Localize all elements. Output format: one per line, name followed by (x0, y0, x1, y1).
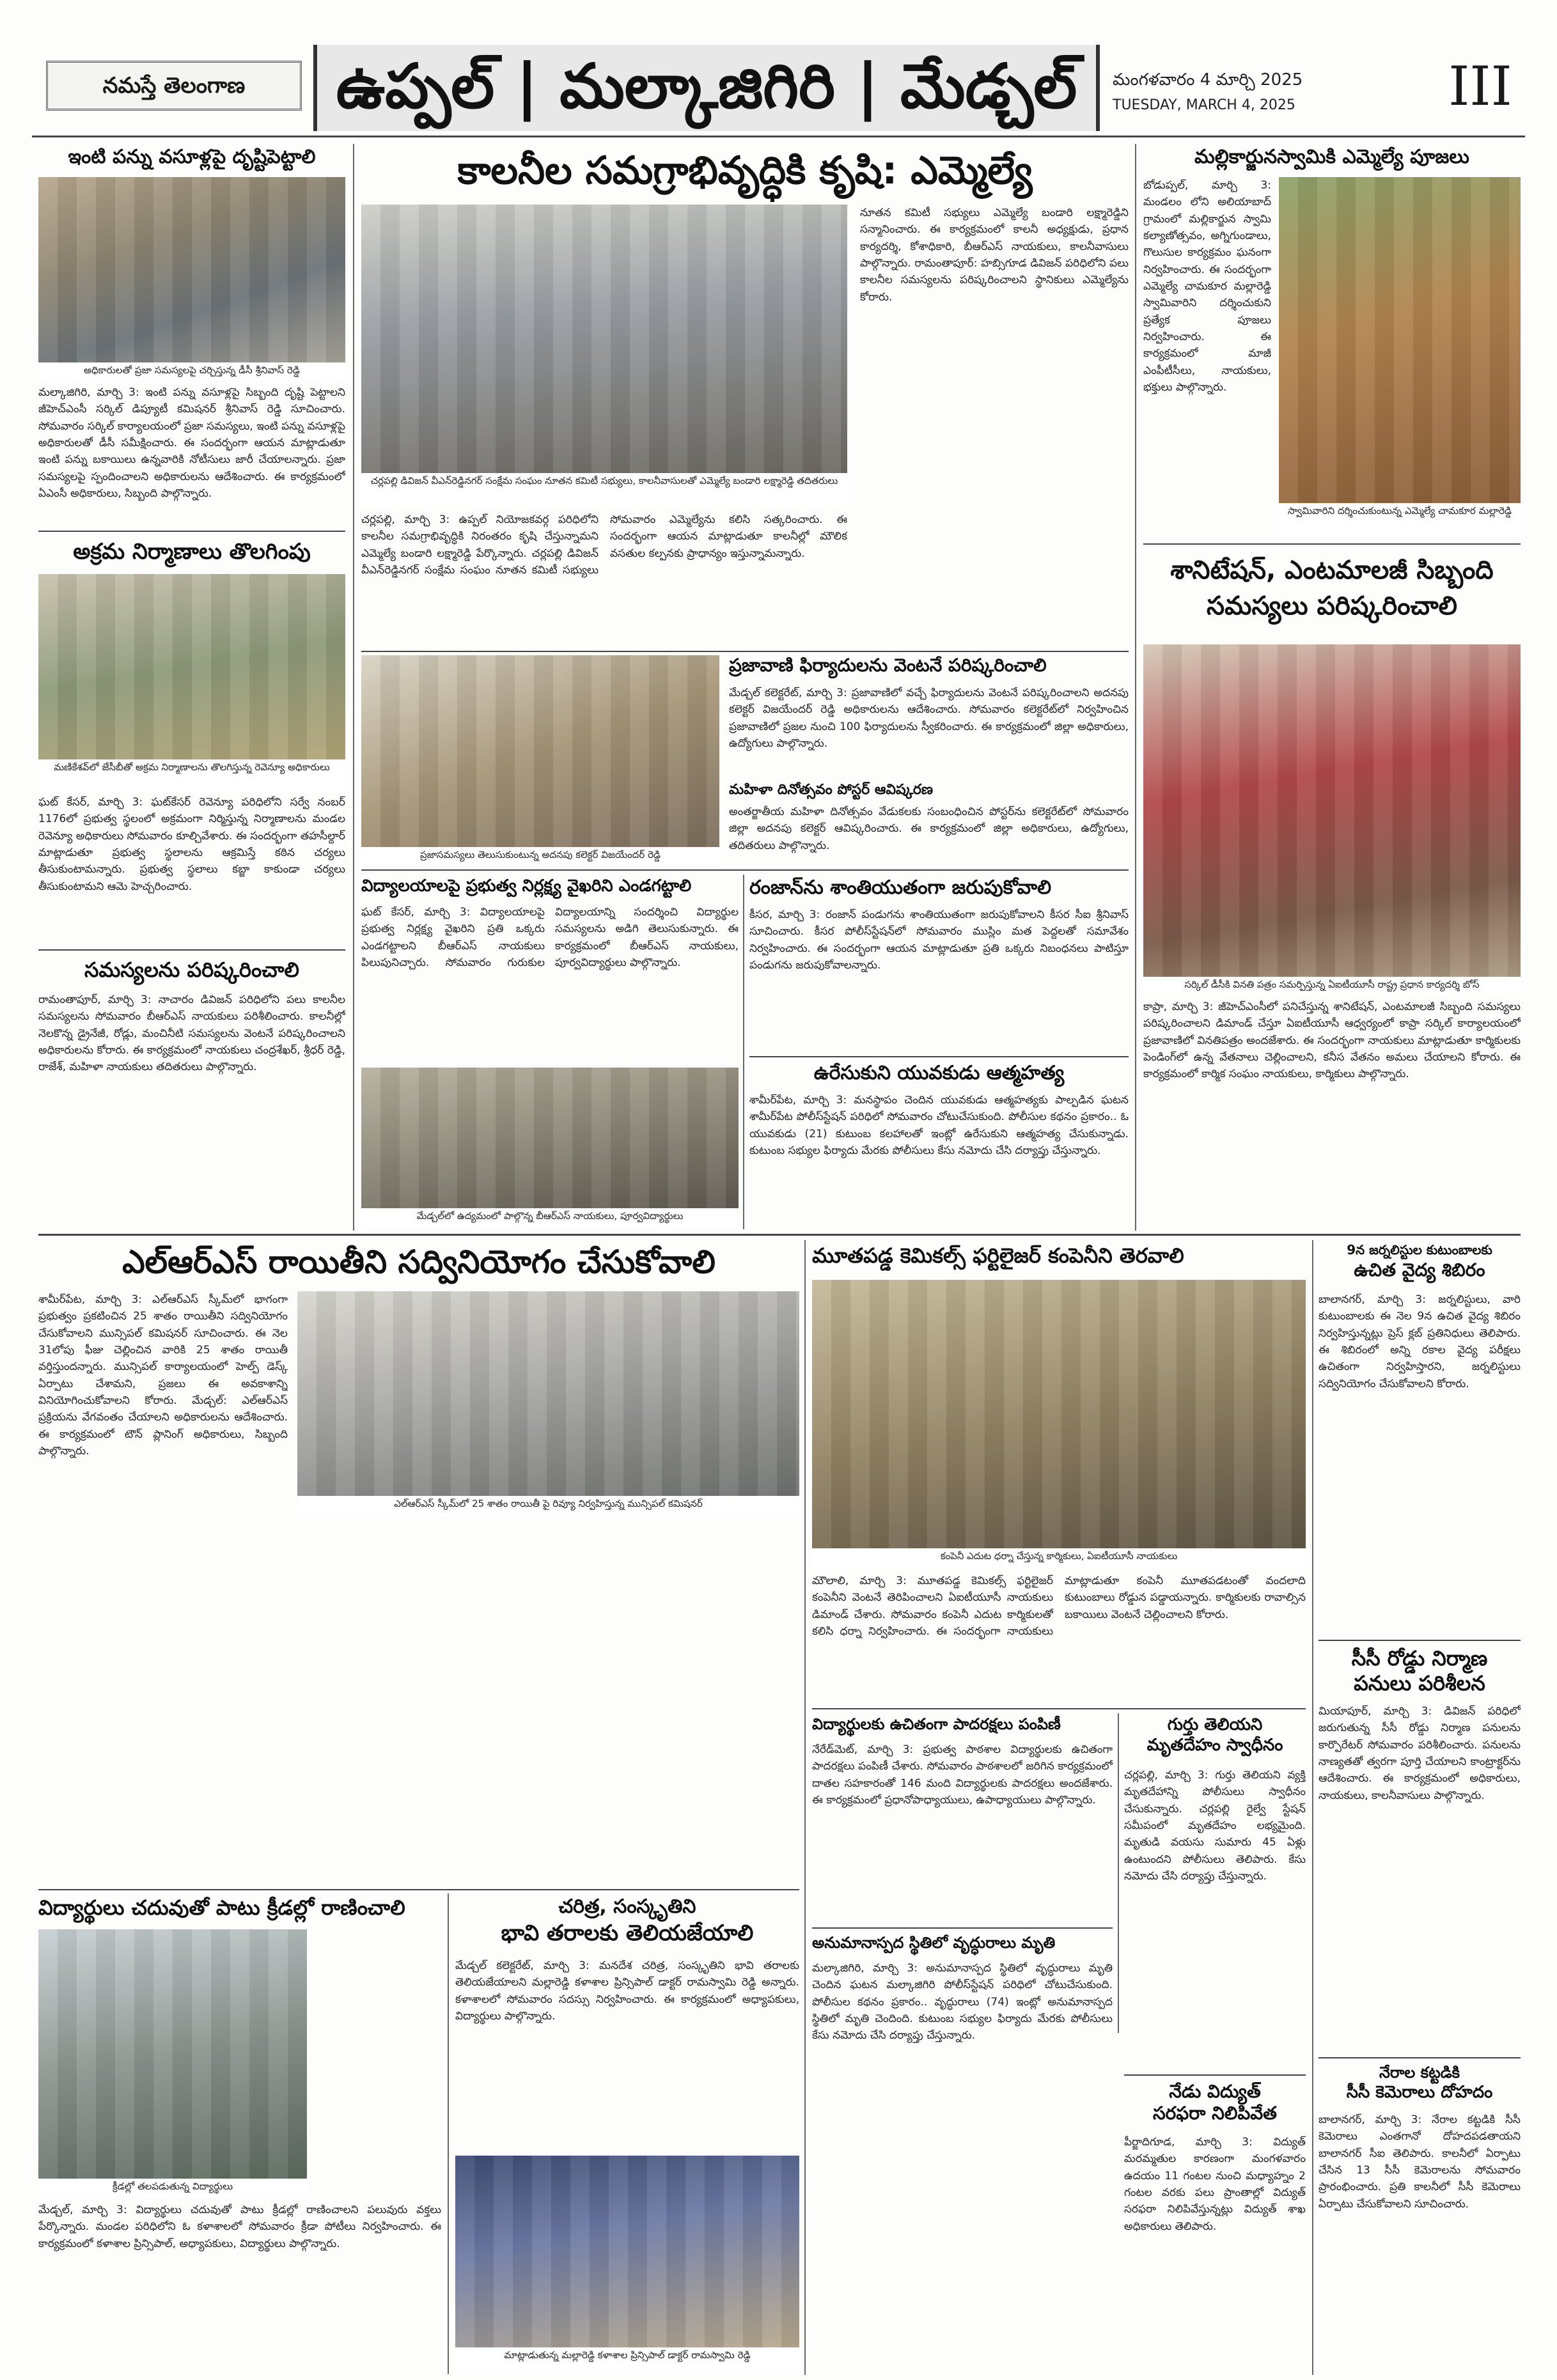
students-sports-headline: విద్యార్థులు చదువుతో పాటు క్రీడల్లో రాణించాలి (38, 1895, 405, 1920)
negligence-schools-photo (361, 1068, 739, 1208)
colonies-development-article (361, 144, 1129, 649)
cc-road-article (1318, 1644, 1521, 2053)
free-pads-article (812, 1713, 1113, 1924)
illegal-construction-headline: అక్రమ నిర్మాణాలు తొలగింపు (73, 539, 311, 564)
colonies-development-body-left: చర్లపల్లి, మార్చి 3: ఉప్పల్ నియోజకవర్గ పరిధిలోని కాలనీల సమగ్రాభివృద్ధికి నిరంతరం కృషి చేస్తున్నామని ఎమ్మెల్యే బండారి లక్ష్మారెడ్డి పేర్కొన్నారు. చర్లపల్లి డివిజన్ వీఎన్‌రెడ్డినగర్ సంక్షేమ సంఘం నూతన కమిటీ సభ్యులు సోమవారం ఎమ్మెల్యేను కలిసి సత్కరించారు. ఈ సందర్భంగా ఆయన మాట్లాడుతూ కాలనీల్లో మౌలిక వసతుల కల్పనకు ప్రాధాన్యం ఇస్తున్నామన్నారు. (361, 513, 847, 577)
sanitation-body: కాప్రా, మార్చి 3: జీహెచ్ఎంసీలో పనిచేస్తున్న శానిటేషన్, ఎంటమాలజీ సిబ్బంది సమస్యలు పరిష్కరించాలని డిమాండ్ చేస్తూ ఏఐటీయూసీ ఆధ్వర్యంలో కాప్రా సర్కిల్ కార్యాలయంలో ప్రజావాణిలో వినతిపత్రం అందజేశారు. ఈ సందర్భంగా నాయకులు మాట్లాడుతూ కార్మికులకు పెండింగ్‌లో ఉన్న వేతనాలు చెల్లించాలని, కనీస వేతనం అమలు చేయాలని కోరారు. ఈ కార్యక్రమంలో కార్మిక సంఘం నాయకులు, కార్మికులు పాల్గొన్నారు. (1143, 1000, 1521, 1081)
divider (1318, 2057, 1521, 2058)
prajavani-article (361, 655, 1129, 866)
suicide-headline: ఉరేసుకుని యువకుడు ఆత్మహత్య (813, 1062, 1065, 1084)
mallikarjuna-body: బోడుప్పల్, మార్చి 3: మండలం లోని అలియాబాద్ గ్రామంలో మల్లికార్జున స్వామి కల్యాణోత్సవం, అగ్నిగుండాలు, గొలుసుల కార్యక్రమం ఘనంగా నిర్వహించారు. ఈ సందర్భంగా ఎమ్మెల్యే చామకూర మల్లారెడ్డి స్వామివారిని దర్శించుకుని ప్రత్యేక పూజలు నిర్వహించారు. ఈ కార్యక్రమంలో మాజీ ఎంపీటీసీలు, నాయకులు, భక్తులు పాల్గొన్నారు. (1143, 179, 1271, 394)
history-culture-headline-1: చరిత్ర, సంస్కృతిని (558, 1895, 696, 1918)
column-rule-left (353, 144, 354, 1231)
divider (38, 531, 345, 532)
history-culture-article (455, 1894, 799, 2374)
mallikarjuna-article (1143, 144, 1521, 540)
free-pads-headline: విద్యార్థులకు ఉచితంగా పాదరక్షలు పంపిణీ (812, 1715, 1061, 1733)
prajavani-headline: ప్రజావాణి ఫిర్యాదులను వెంటనే పరిష్కరించాలి (729, 655, 1047, 676)
prajavani-sub-body: అంతర్జాతీయ మహిళా దినోత్సవం వేడుకలకు సంబంధించిన పోస్టర్‌ను కలెక్టరేట్‌లో సోమవారం జిల్లా అదనపు కలెక్టర్ ఆవిష్కరించారు. ఈ కార్యక్రమంలో జిల్లా అధికారులు, ఉద్యోగులు, తదితరులు పాల్గొన్నారు. (729, 805, 1129, 852)
old-man-death-headline: అనుమానాస్పద స్థితిలో వృద్ధురాలు మృతి (812, 1934, 1056, 1952)
mallikarjuna-caption: స్వామివారిని దర్శించుకుంటున్న ఎమ్మెల్యే చామకూర మల్లారెడ్డి (1279, 503, 1521, 536)
cc-cameras-headline-2: సీసీ కెమెరాలు దోహదం (1346, 2082, 1493, 2102)
column-rule (448, 1894, 449, 2374)
prajavani-caption: ప్రజాసమస్యలు తెలుసుకుంటున్న అదనపు కలెక్టర్ విజయేందర్ రెడ్డి (361, 847, 719, 865)
sanitation-headline: శానిటేషన్, ఎంటమాలజీ సిబ్బంది సమస్యలు పరిష్కరించాలి (1170, 556, 1494, 621)
date-telugu: మంగళవారం 4 మార్చి 2025 (1113, 70, 1303, 89)
problems-solved-article (38, 956, 345, 1224)
fertilizer-body: మౌలాలి, మార్చి 3: మూతపడ్డ కెమికల్స్ ఫర్టిలైజర్ కంపెనీని వెంటనే తెరిపించాలని ఏఐటీయూసీ నాయకులు డిమాండ్ చేశారు. సోమవారం కంపెనీ ఎదుట కార్మికులతో కలిసి ధర్నా నిర్వహించారు. ఈ సందర్భంగా నాయకులు మాట్లాడుతూ కంపెనీ మూతపడటంతో వందలాది కుటుంబాలు రోడ్డున పడ్డాయన్నారు. కార్మికులకు రావాల్సిన బకాయిలు వెంటనే చెల్లించాలని కోరారు. (812, 1575, 1306, 1638)
suicide-body: శామీర్‌పేట, మార్చి 3: మనస్థాపం చెందిన యువకుడు ఆత్మహత్యకు పాల్పడిన ఘటన శామీర్‌పేట పోలీస్‌స్టేషన్ పరిధిలో సోమవారం చోటుచేసుకుంది. పోలీసుల కథనం ప్రకారం.. ఓ యువకుడు (21) కుటుంబ కలహాలతో ఇంట్లో ఉరేసుకుని ఆత్మహత్య చేసుకున్నాడు. కుటుంబ సభ్యుల ఫిర్యాదు మేరకు పోలీసులు కేసు నమోదు చేసి దర్యాప్తు చేస్తున్నారు. (749, 1094, 1129, 1158)
date-english: TUESDAY, MARCH 4, 2025 (1113, 97, 1295, 113)
unknown-body-headline-1: గుర్తు తెలియని (1167, 1715, 1263, 1734)
fertilizer-caption: కంపెనీ ఎదుట ధర్నా చేస్తున్న కార్మికులు, ఏఐటీయూసీ నాయకులు (812, 1548, 1306, 1567)
lrs-headline: ఎల్ఆర్ఎస్ రాయితీని సద్వినియోగం చేసుకోవాలి (122, 1243, 716, 1280)
lrs-photo (297, 1291, 799, 1496)
colonies-development-caption: చర్లపల్లి డివిజన్ వీఎన్‌రెడ్డినగర్ సంక్షేమ సంఘం నూతన కమిటీ సభ్యులు, కాలనీవాసులతో ఎమ్మెల్యే బండారి లక్ష్మారెడ్డి తదితరులు (361, 473, 847, 506)
divider (749, 1056, 1129, 1057)
divider (1143, 543, 1521, 545)
students-sports-article (38, 1894, 441, 2374)
prajavani-photo (361, 655, 719, 847)
illegal-construction-photo (38, 574, 345, 759)
divider (361, 651, 1129, 652)
section-title: ఉప్పల్ | మల్కాజిగిరి | మేడ్చల్ (336, 51, 1077, 122)
history-culture-caption: మాట్లాడుతున్న మల్లారెడ్డి కళాశాల ప్రిన్సిపాల్ డాక్టర్ రామస్వామి రెడ్డి (455, 2347, 799, 2372)
property-tax-headline: ఇంటి పన్ను వసూళ్లపై దృష్టిపెట్టాలి (68, 146, 316, 168)
section-title-box (313, 45, 1100, 131)
divider (1124, 2074, 1306, 2076)
students-sports-caption: క్రీడల్లో తలపడుతున్న విద్యార్థులు (38, 2179, 307, 2197)
unknown-body-body: చర్లపల్లి, మార్చి 3: గుర్తు తెలియని వ్యక్తి మృతదేహాన్ని పోలీసులు స్వాధీనం చేసుకున్నారు. చర్లపల్లి రైల్వే స్టేషన్ సమీపంలో మృతదేహం లభ్యమైంది. మృతుడి వయసు సుమారు 45 ఏళ్లు ఉంటుందని పోలీసులు తెలిపారు. కేసు నమోదు చేసి దర్యాప్తు చేస్తున్నారు. (1124, 1769, 1306, 1883)
divider (38, 949, 345, 951)
divider (1318, 1640, 1521, 1641)
old-man-death-body: మల్కాజిగిరి, మార్చి 3: అనుమానాస్పద స్థితిలో వృద్ధురాలు మృతి చెందిన ఘటన మల్కాజిగిరి పోలీస్‌స్టేషన్ పరిధిలో చోటుచేసుకుంది. పోలీసుల కథనం ప్రకారం.. వృద్ధురాలు (74) ఇంట్లో అనుమానాస్పద స్థితిలో మృతి చెందింది. కుటుంబ సభ్యుల ఫిర్యాదు మేరకు పోలీసులు కేసు నమోదు చేసి దర్యాప్తు చేస్తున్నారు. (812, 1962, 1113, 2042)
column-rule (1118, 1713, 1119, 2033)
cc-cameras-body: బాలానగర్, మార్చి 3: నేరాల కట్టడికి సీసీ కెమెరాలు ఎంతగానో దోహదపడతాయని బాలానగర్ సీఐ తెలిపారు. కాలనీలో ఏర్పాటు చేసిన 13 సీసీ కెమెరాలను సోమవారం ప్రారంభించారు. ప్రతి కాలనీలో సీసీ కెమెరాలు ఏర్పాటు చేసుకోవాలని సూచించారు. (1318, 2113, 1521, 2211)
column-rule (1312, 1240, 1313, 2375)
history-culture-photo (455, 2156, 799, 2347)
history-culture-headline-2: భావి తరాలకు తెలియజేయాలి (501, 1920, 754, 1946)
illegal-construction-caption: మణికేశవ్‌లో జేసీబీతో అక్రమ నిర్మాణాలను తొలగిస్తున్న రెవెన్యూ అధికారులు (38, 759, 345, 790)
horizontal-rule-mid (38, 1234, 1521, 1236)
cc-road-body: మియాపూర్, మార్చి 3: డివిజన్ పరిధిలో జరుగుతున్న సీసీ రోడ్డు నిర్మాణ పనులను కార్పొరేటర్ సోమవారం పరిశీలించారు. పనులను నాణ్యతతో త్వరగా పూర్తి చేయాలని కాంట్రాక్టర్‌ను ఆదేశించారు. ఈ కార్యక్రమంలో అధికారులు, నాయకులు, కాలనీవాసులు పాల్గొన్నారు. (1318, 1705, 1521, 1802)
column-rule (743, 875, 744, 1229)
ramzan-body: కీసర, మార్చి 3: రంజాన్ పండుగను శాంతియుతంగా జరుపుకోవాలని కీసర సీఐ శ్రీనివాస్ సూచించారు. కీసర పోలీస్‌స్టేషన్‌లో సోమవారం ముస్లిం మత పెద్దలతో సమావేశం నిర్వహించారు. ఈ సందర్భంగా ఆయన మాట్లాడుతూ ప్రతి ఒక్కరు నిబంధనలు పాటిస్తూ పండుగను జరుపుకోవాలన్నారు. (749, 908, 1129, 972)
sanitation-photo (1143, 644, 1521, 977)
colonies-development-headline: కాలనీల సమగ్రాభివృద్ధికి కృషి: ఎమ్మెల్యే (457, 148, 1033, 193)
negligence-schools-article (361, 875, 739, 1229)
brand-box (46, 61, 302, 111)
lrs-article (38, 1240, 799, 1886)
cc-road-headline-2: పనులు పరిశీలన (1354, 1670, 1485, 1695)
power-cut-headline-2: సరఫరా నిలిపివేత (1153, 2103, 1277, 2124)
medical-camp-headline-2: ఉచిత వైద్య శిబిరం (1354, 1259, 1485, 1280)
power-cut-headline-1: నేడు విద్యుత్ (1169, 2081, 1261, 2102)
mallikarjuna-headline: మల్లికార్జునస్వామికి ఎమ్మెల్యే పూజలు (1194, 146, 1469, 168)
students-sports-photo (38, 1929, 307, 2179)
fertilizer-photo (812, 1280, 1306, 1548)
mallikarjuna-photo (1279, 177, 1521, 503)
fertilizer-article (812, 1240, 1306, 1704)
unknown-body-article (1124, 1713, 1306, 2071)
colonies-development-photo (361, 205, 847, 473)
medical-camp-body: బాలానగర్, మార్చి 3: జర్నలిస్టులు, వారి కుటుంబాలకు ఈ నెల 9న ఉచిత వైద్య శిబిరం నిర్వహిస్తున్నట్లు ప్రెస్ క్లబ్ ప్రతినిధులు తెలిపారు. ఈ శిబిరంలో అన్ని రకాల వైద్య పరీక్షలు ఉచితంగా నిర్వహిస్తారని, జర్నలిస్టులు సద్వినియోగం చేసుకోవాలని కోరారు. (1318, 1293, 1521, 1390)
prajavani-body: మేడ్చల్ కలెక్టరేట్, మార్చి 3: ప్రజావాణిలో వచ్చే ఫిర్యాదులను వెంటనే పరిష్కరించాలని అదనపు కలెక్టర్ విజయేందర్ రెడ్డి అధికారులను ఆదేశించారు. సోమవారం కలెక్టరేట్‌లో నిర్వహించిన ప్రజావాణిలో ప్రజల నుంచి 100 ఫిర్యాదులను స్వీకరించారు. ఈ కార్యక్రమంలో జిల్లా అధికారులు, ఉద్యోగులు పాల్గొన్నారు. (729, 687, 1129, 751)
negligence-schools-headline: విద్యాలయాలపై ప్రభుత్వ నిర్లక్ష్య వైఖరిని ఎండగట్టాలి (361, 876, 692, 896)
divider (38, 1889, 799, 1890)
sanitation-article (1143, 548, 1521, 1229)
medical-camp-article (1318, 1240, 1521, 1637)
students-sports-body: మేడ్చల్, మార్చి 3: విద్యార్థులు చదువుతో పాటు క్రీడల్లో రాణించాలని పలువురు వక్తలు పేర్కొన్నారు. మండల పరిధిలోని ఓ కళాశాలలో సోమవారం క్రీడా పోటీలు నిర్వహించారు. ఈ కార్యక్రమంలో కళాశాల ప్రిన్సిపాల్, అధ్యాపకులు, విద్యార్థులు పాల్గొన్నారు. (38, 2204, 441, 2250)
column-rule-right (1135, 144, 1136, 1231)
page-number: III (1448, 55, 1512, 118)
problems-solved-body: రామంతాపూర్, మార్చి 3: నాచారం డివిజన్ పరిధిలోని పలు కాలనీల సమస్యలను సోమవారం బీఆర్ఎస్ నాయకులు పరిశీలించారు. కాలనీల్లో నెలకొన్న డ్రైనేజీ, రోడ్లు, మంచినీటి సమస్యలను వెంటనే పరిష్కరించాలని అధికారులను కోరారు. ఈ కార్యక్రమంలో నాయకులు చంద్రశేఖర్, శ్రీధర్ రెడ్డి, రాజేశ్, మహిళా నాయకులు తదితరులు పాల్గొన్నారు. (38, 993, 345, 1074)
property-tax-caption: అధికారులతో ప్రజా సమస్యలపై చర్చిస్తున్న డీసీ శ్రీనివాస్ రెడ్డి (38, 362, 345, 380)
problems-solved-headline: సమస్యలను పరిష్కరించాలి (84, 958, 299, 982)
property-tax-article (38, 144, 345, 527)
masthead-rule (32, 136, 1525, 137)
power-cut-article (1124, 2079, 1306, 2373)
cc-road-headline-1: సీసీ రోడ్డు నిర్మాణ (1351, 1646, 1488, 1670)
prajavani-subhead: మహిళా దినోత్సవం పోస్టర్ ఆవిష్కరణ (729, 782, 934, 798)
column-rule (804, 1240, 806, 2375)
brand-name: నమస్తే తెలంగాణ (102, 73, 246, 98)
divider (812, 1708, 1306, 1709)
power-cut-body: పీర్జాదిగూడ, మార్చి 3: విద్యుత్ మరమ్మతుల కారణంగా మంగళవారం ఉదయం 11 గంటల నుంచి మధ్యాహ్నం 2 గంటల వరకు పలు ప్రాంతాల్లో విద్యుత్ సరఫరా నిలిపివేస్తున్నట్లు విద్యుత్ శాఖ అధికారులు తెలిపారు. (1124, 2136, 1306, 2233)
illegal-construction-body: ఘట్ కేసర్, మార్చి 3: ఘట్‌కేసర్ రెవెన్యూ పరిధిలోని సర్వే నంబర్ 1176లో ప్రభుత్వ స్థలంలో అక్రమంగా నిర్మిస్తున్న నిర్మాణాలను మండల రెవెన్యూ అధికారులు సోమవారం కూల్చివేశారు. ఈ సందర్భంగా తహసీల్దార్ మాట్లాడుతూ ప్రభుత్వ స్థలాలను ఆక్రమిస్తే కఠిన చర్యలు తీసుకుంటామన్నారు. ప్రభుత్వ స్థలాలు కబ్జా కాకుండా చర్యలు తీసుకుంటామని ఆమె హెచ్చరించారు. (38, 796, 345, 893)
unknown-body-headline-2: మృతదేహం స్వాధీనం (1146, 1735, 1283, 1755)
ramzan-headline: రంజాన్‌ను శాంతియుతంగా జరుపుకోవాలి (749, 876, 1052, 899)
cc-cameras-article (1318, 2062, 1521, 2375)
medical-camp-headline-1: 9న జర్నలిస్టుల కుటుంబాలకు (1347, 1242, 1492, 1257)
masthead (32, 38, 1525, 134)
suicide-article (749, 1061, 1129, 1229)
lrs-caption: ఎల్ఆర్ఎస్ స్కీమ్‌లో 25 శాతం రాయితీ పై రివ్యూ నిర్వహిస్తున్న మున్సిపల్ కమిషనర్ (297, 1496, 799, 1515)
negligence-schools-body: ఘట్ కేసర్, మార్చి 3: విద్యాలయాలపై ప్రభుత్వ నిర్లక్ష్య వైఖరిని ప్రతి ఒక్కరు ఎండగట్టాలని బీఆర్ఎస్ నాయకులు పిలుపునిచ్చారు. సోమవారం గురుకుల విద్యాలయాన్ని సందర్శించి విద్యార్థుల సమస్యలను అడిగి తెలుసుకున్నారు. ఈ కార్యక్రమంలో బీఆర్ఎస్ నాయకులు, పూర్వవిద్యార్థులు పాల్గొన్నారు. (361, 906, 739, 970)
property-tax-photo (38, 177, 345, 362)
old-man-death-article (812, 1932, 1113, 2184)
ramzan-article (749, 875, 1129, 1054)
divider (361, 869, 1129, 871)
fertilizer-headline: మూతపడ్డ కెమికల్స్ ఫర్టిలైజర్ కంపెనీని తెరవాలి (812, 1243, 1184, 1268)
cc-cameras-headline-1: నేరాల కట్టడికి (1379, 2064, 1460, 2081)
colonies-development-body-right: నూతన కమిటీ సభ్యులు ఎమ్మెల్యే బండారి లక్ష్మారెడ్డిని సన్మానించారు. ఈ కార్యక్రమంలో కాలనీ అధ్యక్షుడు, ప్రధాన కార్యదర్శి, కోశాధికారి, బీఆర్ఎస్ నాయకులు, కాలనీవాసులు పాల్గొన్నారు. రామంతాపూర్: హబ్సిగూడ డివిజన్ పరిధిలోని పలు కాలనీల సమస్యలను పరిష్కరించాలని స్థానికులు ఎమ్మెల్యేను కోరారు. (860, 206, 1129, 304)
lrs-body: శామీర్‌పేట, మార్చి 3: ఎల్ఆర్ఎస్ స్కీమ్‌లో భాగంగా ప్రభుత్వం ప్రకటించిన 25 శాతం రాయితీని సద్వినియోగం చేసుకోవాలని మున్సిపల్ కమిషనర్ సూచించారు. ఈ నెల 31లోపు ఫీజు చెల్లించిన వారికి 25 శాతం రాయితీ వర్తిస్తుందన్నారు. మున్సిపల్ కార్యాలయంలో హెల్ప్ డెస్క్ ఏర్పాటు చేశామని, ప్రజలు ఈ అవకాశాన్ని వినియోగించుకోవాలని కోరారు. మేడ్చల్: ఎల్ఆర్ఎస్ ప్రక్రియను వేగవంతం చేయాలని అధికారులను ఆదేశించారు. ఈ కార్యక్రమంలో టౌన్ ప్లానింగ్ అధికారులు, సిబ్బంది పాల్గొన్నారు. (38, 1293, 288, 1458)
free-pads-body: నేరేడ్‌మెట్, మార్చి 3: ప్రభుత్వ పాఠశాల విద్యార్థులకు ఉచితంగా పాదరక్షలు పంపిణీ చేశారు. సోమవారం పాఠశాలలో జరిగిన కార్యక్రమంలో దాతల సహకారంతో 146 మంది విద్యార్థులకు పాదరక్షలు అందజేశారు. ఈ కార్యక్రమంలో ప్రధానోపాధ్యాయులు, ఉపాధ్యాయులు పాల్గొన్నారు. (812, 1743, 1113, 1807)
sanitation-caption: సర్కిల్ డీసీకి వినతి పత్రం సమర్పిస్తున్న ఏఐటీయూసీ రాష్ట్ర ప్రధాన కార్యదర్శి బోస్ (1143, 977, 1521, 995)
history-culture-body: మేడ్చల్ కలెక్టరేట్, మార్చి 3: మనదేశ చరిత్ర, సంస్కృతిని భావి తరాలకు తెలియజేయాలని మల్లారెడ్డి కళాశాల ప్రిన్సిపాల్ డాక్టర్ రామస్వామి రెడ్డి అన్నారు. కళాశాలలో సోమవారం సదస్సు నిర్వహించారు. ఈ కార్యక్రమంలో అధ్యాపకులు, విద్యార్థులు పాల్గొన్నారు. (455, 1959, 799, 2023)
divider (812, 1927, 1113, 1929)
property-tax-body: మల్కాజిగిరి, మార్చి 3: ఇంటి పన్ను వసూళ్లపై సిబ్బంది దృష్టి పెట్టాలని జీహెచ్ఎంసీ సర్కిల్ డిప్యూటీ కమిషనర్ శ్రీనివాస్ రెడ్డి సూచించారు. సోమవారం సర్కిల్ కార్యాలయంలో ప్రజా సమస్యలు, ఇంటి పన్ను వసూళ్లపై అధికారులతో డీసీ సమీక్షించారు. ఈ సందర్భంగా ఆయన మాట్లాడుతూ ఇంటి పన్ను బకాయిలు ఉన్నవారికి నోటీసులు జారీ చేయాలన్నారు. ప్రజా సమస్యలపై స్పందించాలని అధికారులను ఆదేశించారు. ఈ కార్యక్రమంలో ఏఎంసీ అధికారులు, సిబ్బంది పాల్గొన్నారు. (38, 386, 345, 501)
illegal-construction-article (38, 537, 345, 946)
negligence-schools-caption: మేడ్చల్‌లో ఉద్యమంలో పాల్గొన్న బీఆర్ఎస్ నాయకులు, పూర్వవిద్యార్థులు (361, 1208, 739, 1227)
